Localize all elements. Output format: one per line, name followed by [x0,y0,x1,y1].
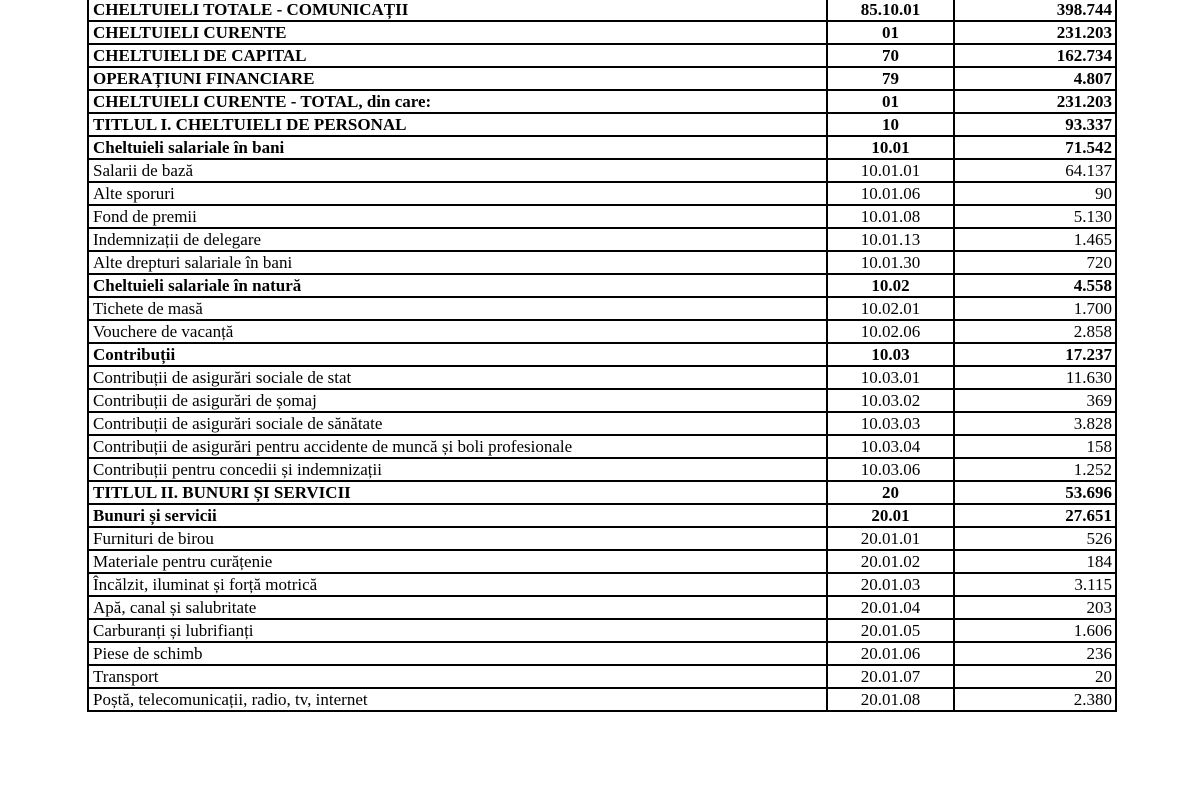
row-code-cell: 10.03.03 [827,412,954,435]
row-code-cell: 10.03.02 [827,389,954,412]
row-label-cell: Contribuții de asigurări de șomaj [88,389,827,412]
row-value-cell: 184 [954,550,1116,573]
row-label-cell: Materiale pentru curățenie [88,550,827,573]
row-value-cell: 1.700 [954,297,1116,320]
table-row [88,113,1116,136]
row-value-cell: 231.203 [954,90,1116,113]
row-label-cell: Piese de schimb [88,642,827,665]
row-label-cell: CHELTUIELI CURENTE - TOTAL, din care: [88,90,827,113]
row-label-cell: Alte drepturi salariale în bani [88,251,827,274]
row-value-cell: 17.237 [954,343,1116,366]
row-label-cell: CHELTUIELI DE CAPITAL [88,44,827,67]
row-label-cell: Contribuții de asigurări pentru accidente de muncă și boli profesionale [88,435,827,458]
row-label-cell: Furnituri de birou [88,527,827,550]
budget-table [87,0,1117,712]
row-code-cell: 20 [827,481,954,504]
row-value-cell: 720 [954,251,1116,274]
row-value-cell: 93.337 [954,113,1116,136]
row-value-cell: 4.807 [954,67,1116,90]
table-row [88,458,1116,481]
row-code-cell: 79 [827,67,954,90]
row-code-cell: 20.01.03 [827,573,954,596]
row-value-cell: 3.115 [954,573,1116,596]
row-code-cell: 20.01.08 [827,688,954,711]
row-label-cell: OPERAȚIUNI FINANCIARE [88,67,827,90]
row-code-cell: 10.01.30 [827,251,954,274]
table-row [88,366,1116,389]
row-code-cell: 10.03.06 [827,458,954,481]
row-code-cell: 20.01.02 [827,550,954,573]
row-code-cell: 10.03.01 [827,366,954,389]
table-row [88,205,1116,228]
row-label-cell: TITLUL I. CHELTUIELI DE PERSONAL [88,113,827,136]
budget-table-body [88,0,1116,711]
table-row [88,182,1116,205]
row-code-cell: 10.02.06 [827,320,954,343]
row-label-cell: Contribuții pentru concedii și indemnizații [88,458,827,481]
row-label-cell: Cheltuieli salariale în natură [88,274,827,297]
row-code-cell: 01 [827,21,954,44]
row-label-cell: Poștă, telecomunicații, radio, tv, internet [88,688,827,711]
row-label-cell: Fond de premii [88,205,827,228]
table-row [88,504,1116,527]
row-code-cell: 10 [827,113,954,136]
row-code-cell: 20.01.07 [827,665,954,688]
row-label-cell: Contribuții de asigurări sociale de sănătate [88,412,827,435]
row-code-cell: 20.01.01 [827,527,954,550]
table-row [88,642,1116,665]
row-code-cell: 20.01.06 [827,642,954,665]
row-code-cell: 85.10.01 [827,0,954,21]
row-code-cell: 10.01 [827,136,954,159]
row-value-cell: 1.606 [954,619,1116,642]
row-value-cell: 5.130 [954,205,1116,228]
table-row [88,619,1116,642]
table-row [88,21,1116,44]
row-label-cell: Încălzit, iluminat și forță motrică [88,573,827,596]
row-code-cell: 10.02.01 [827,297,954,320]
row-label-cell: Contribuții de asigurări sociale de stat [88,366,827,389]
row-value-cell: 3.828 [954,412,1116,435]
table-row [88,435,1116,458]
row-label-cell: Bunuri și servicii [88,504,827,527]
row-value-cell: 231.203 [954,21,1116,44]
table-row [88,228,1116,251]
row-code-cell: 20.01.05 [827,619,954,642]
row-code-cell: 20.01 [827,504,954,527]
row-code-cell: 70 [827,44,954,67]
row-value-cell: 11.630 [954,366,1116,389]
row-value-cell: 2.380 [954,688,1116,711]
row-label-cell: TITLUL II. BUNURI ȘI SERVICII [88,481,827,504]
row-label-cell: Apă, canal și salubritate [88,596,827,619]
row-label-cell: CHELTUIELI CURENTE [88,21,827,44]
row-label-cell: CHELTUIELI TOTALE - COMUNICAȚII [88,0,827,21]
row-label-cell: Carburanți și lubrifianți [88,619,827,642]
row-value-cell: 236 [954,642,1116,665]
row-value-cell: 27.651 [954,504,1116,527]
table-row [88,136,1116,159]
row-value-cell: 2.858 [954,320,1116,343]
table-row [88,251,1116,274]
table-row [88,274,1116,297]
table-row [88,573,1116,596]
row-code-cell: 10.01.13 [827,228,954,251]
row-label-cell: Cheltuieli salariale în bani [88,136,827,159]
row-label-cell: Contribuții [88,343,827,366]
row-code-cell: 20.01.04 [827,596,954,619]
table-row [88,90,1116,113]
row-value-cell: 71.542 [954,136,1116,159]
row-label-cell: Salarii de bază [88,159,827,182]
table-row [88,297,1116,320]
row-label-cell: Indemnizații de delegare [88,228,827,251]
row-value-cell: 53.696 [954,481,1116,504]
row-value-cell: 398.744 [954,0,1116,21]
table-row [88,481,1116,504]
row-code-cell: 01 [827,90,954,113]
table-row [88,389,1116,412]
row-code-cell: 10.01.06 [827,182,954,205]
row-label-cell: Alte sporuri [88,182,827,205]
table-row [88,320,1116,343]
row-code-cell: 10.03.04 [827,435,954,458]
row-value-cell: 162.734 [954,44,1116,67]
row-value-cell: 4.558 [954,274,1116,297]
row-value-cell: 90 [954,182,1116,205]
table-row [88,44,1116,67]
row-value-cell: 1.465 [954,228,1116,251]
row-value-cell: 64.137 [954,159,1116,182]
table-row [88,688,1116,711]
row-value-cell: 369 [954,389,1116,412]
row-label-cell: Tichete de masă [88,297,827,320]
row-code-cell: 10.03 [827,343,954,366]
row-value-cell: 203 [954,596,1116,619]
row-value-cell: 526 [954,527,1116,550]
row-value-cell: 158 [954,435,1116,458]
table-row [88,67,1116,90]
table-row [88,665,1116,688]
row-code-cell: 10.02 [827,274,954,297]
table-row [88,343,1116,366]
row-value-cell: 1.252 [954,458,1116,481]
table-row [88,596,1116,619]
row-code-cell: 10.01.08 [827,205,954,228]
row-code-cell: 10.01.01 [827,159,954,182]
table-row [88,159,1116,182]
table-row [88,550,1116,573]
row-label-cell: Transport [88,665,827,688]
row-value-cell: 20 [954,665,1116,688]
table-row [88,412,1116,435]
table-row [88,0,1116,21]
row-label-cell: Vouchere de vacanță [88,320,827,343]
table-row [88,527,1116,550]
